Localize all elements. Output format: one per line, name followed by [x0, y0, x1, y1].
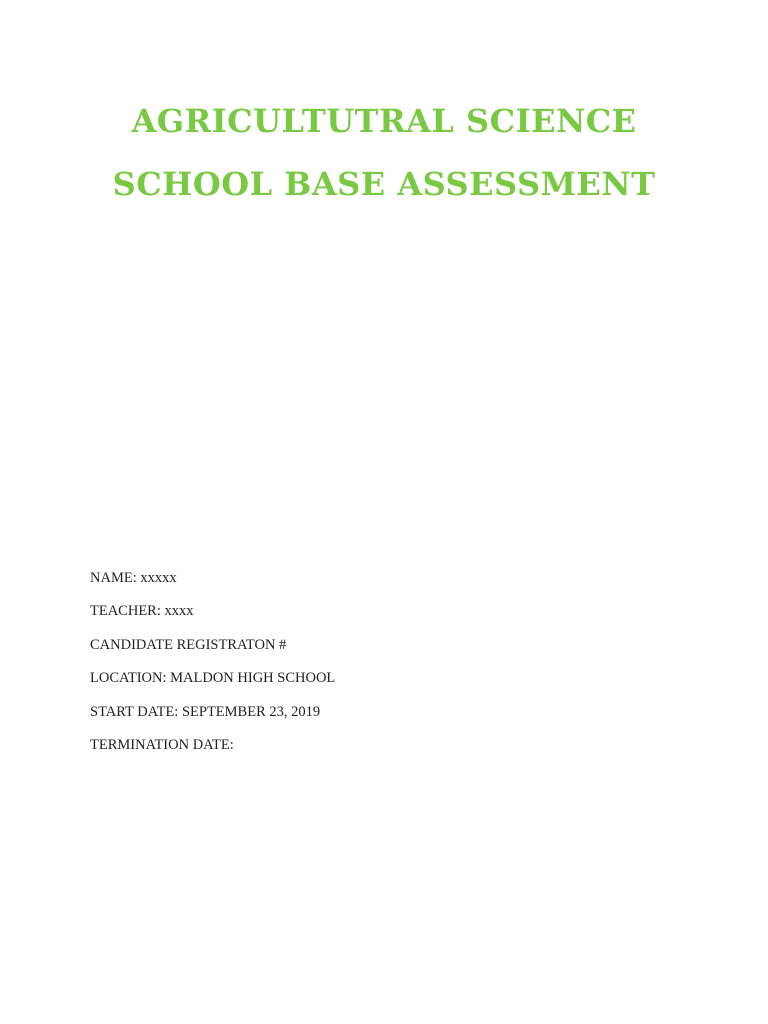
start-date-line: START DATE: SEPTEMBER 23, 2019: [90, 703, 321, 720]
candidate-registration-line: CANDIDATE REGISTRATON #: [90, 636, 287, 653]
termination-date-line: TERMINATION DATE:: [90, 736, 234, 753]
title-line-1: AGRICULTUTRAL SCIENCE: [131, 102, 637, 140]
teacher-line: TEACHER: xxxx: [90, 603, 194, 620]
candidate-info-block: [90, 568, 690, 768]
name-line: NAME: xxxxx: [90, 570, 177, 586]
title-line-2: SCHOOL BASE ASSESSMENT: [112, 165, 656, 203]
location-line: LOCATION: MALDON HIGH SCHOOL: [90, 670, 336, 687]
